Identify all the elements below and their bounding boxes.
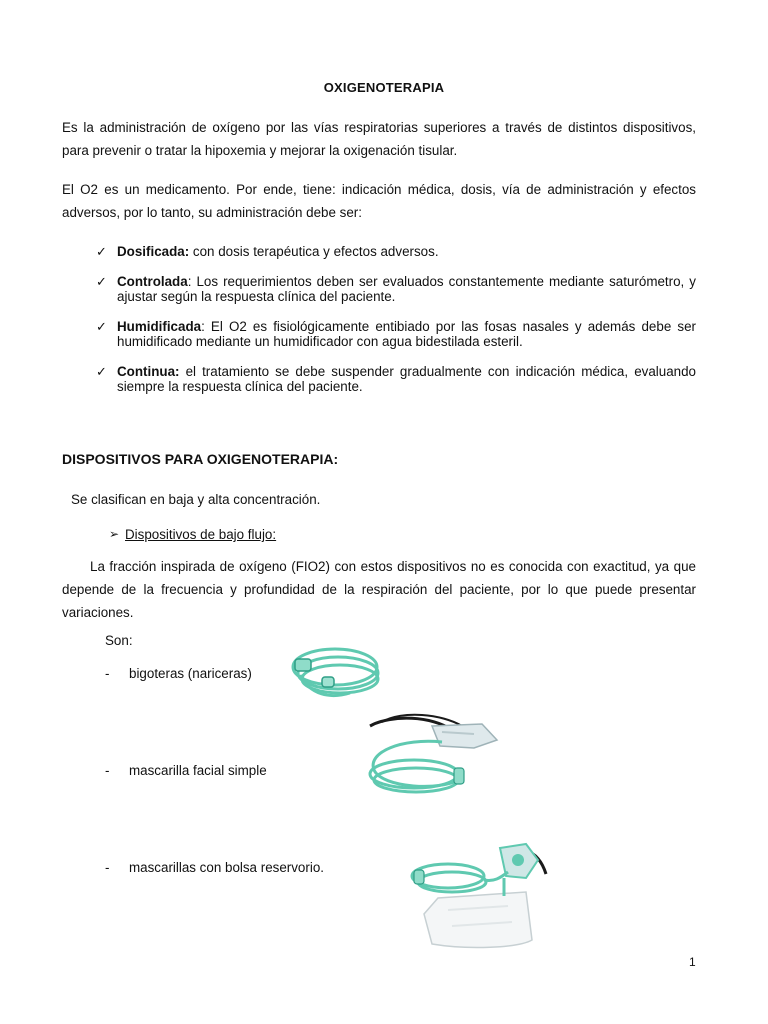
checklist-text: : Los requerimientos deben ser evaluados constantemente mediante saturómetro, y ajustar según la respuesta clínica del paciente. xyxy=(117,274,696,304)
checklist-text: : El O2 es fisiológicamente entibiado por las fosas nasales y además debe ser humidificado mediante un humidificador con agua bidestilada esteril. xyxy=(117,319,696,349)
checklist-item-controlada xyxy=(96,274,696,304)
device-item-bigoteras xyxy=(105,666,252,681)
son-label: Son: xyxy=(105,633,133,648)
second-paragraph: El O2 es un medicamento. Por ende, tiene: indicación médica, dosis, vía de administración y efectos adversos, por lo tanto, su administración debe ser: xyxy=(62,182,696,220)
section-heading: DISPOSITIVOS PARA OXIGENOTERAPIA: xyxy=(62,451,339,467)
checkmark-icon: ✓ xyxy=(96,319,107,334)
simple-face-mask-image xyxy=(362,712,502,802)
reservoir-mask-image xyxy=(408,840,553,952)
device-item-mascarilla-reservorio xyxy=(105,860,324,875)
administration-checklist xyxy=(96,244,696,409)
device-item-mascarilla-simple xyxy=(105,763,267,778)
device-label: bigoteras (nariceras) xyxy=(129,666,252,681)
checklist-term: Controlada xyxy=(117,274,188,289)
classification-text: Se clasifican en baja y alta concentración. xyxy=(71,492,321,507)
low-flow-subheading xyxy=(109,527,276,542)
page-number: 1 xyxy=(689,955,696,969)
checklist-text: el tratamiento se debe suspender gradualmente con indicación médica, evaluando siempre la respuesta clínica del paciente. xyxy=(117,364,696,394)
dash-bullet: - xyxy=(105,860,110,875)
dash-bullet: - xyxy=(105,763,110,778)
low-flow-heading-text: Dispositivos de bajo flujo: xyxy=(125,527,277,542)
checklist-item-humidificada xyxy=(96,319,696,349)
device-label: mascarillas con bolsa reservorio. xyxy=(129,860,324,875)
checklist-term: Continua: xyxy=(117,364,180,379)
arrow-bullet-icon: ➢ xyxy=(109,527,120,541)
checklist-term: Humidificada xyxy=(117,319,202,334)
device-label: mascarilla facial simple xyxy=(129,763,267,778)
checkmark-icon: ✓ xyxy=(96,274,107,289)
checkmark-icon: ✓ xyxy=(96,244,107,259)
checklist-item-continua xyxy=(96,364,696,394)
checkmark-icon: ✓ xyxy=(96,364,107,379)
checklist-term: Dosificada: xyxy=(117,244,190,259)
dash-bullet: - xyxy=(105,666,110,681)
checklist-item-dosificada xyxy=(96,244,696,259)
nasal-cannula-image xyxy=(290,637,390,707)
page-title: OXIGENOTERAPIA xyxy=(323,80,445,95)
intro-paragraph: Es la administración de oxígeno por las vías respiratorias superiores a través de distintos dispositivos, para prevenir o tratar la hipoxemia y mejorar la oxigenación tisular. xyxy=(62,120,696,158)
low-flow-paragraph: La fracción inspirada de oxígeno (FIO2) con estos dispositivos no es conocida con exactitud, ya que depende de la frecuencia y profundidad de la respiración del paciente, por lo que puede presentar variaciones. xyxy=(62,559,696,620)
checklist-text: con dosis terapéutica y efectos adversos. xyxy=(189,244,439,259)
